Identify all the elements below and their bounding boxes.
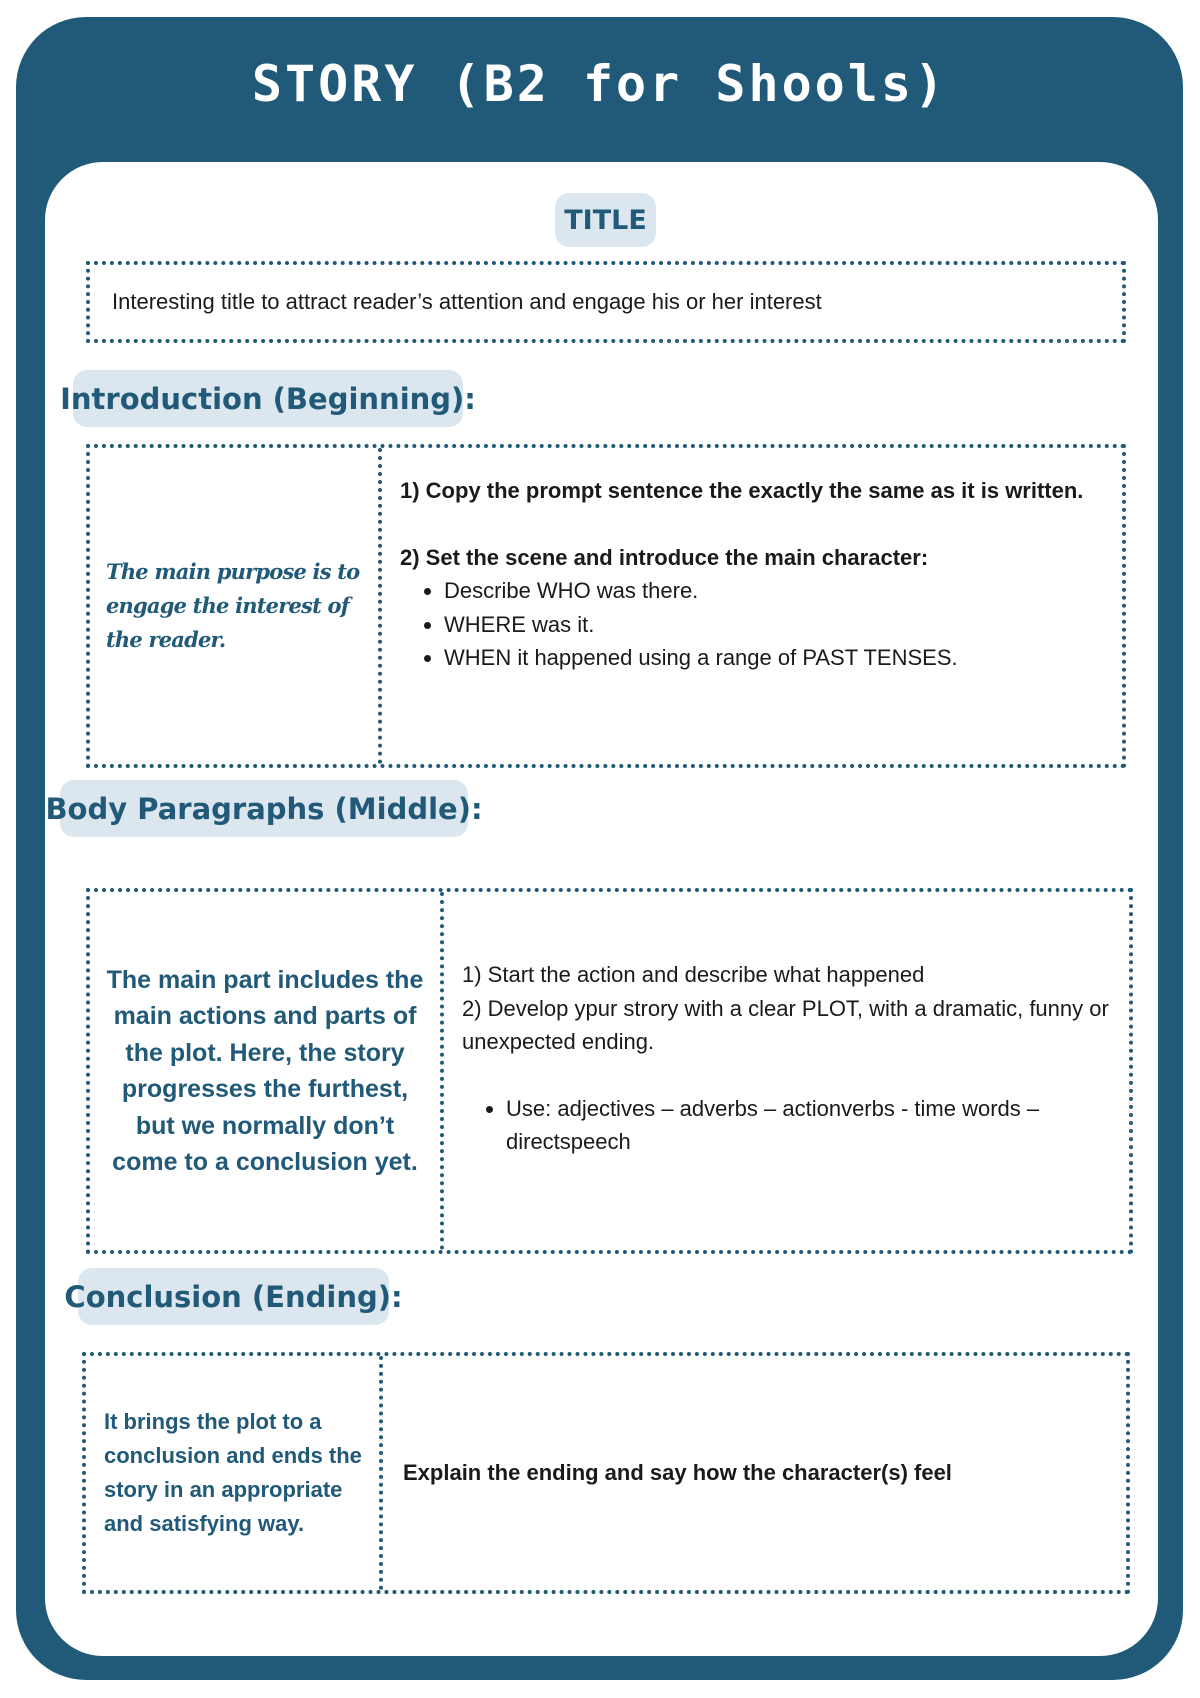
introduction-step-1: 1) Copy the prompt sentence the exactly the same as it is written.: [400, 478, 1084, 503]
title-box: [86, 261, 1126, 343]
conclusion-purpose: It brings the plot to a conclusion and ends the story in an appropriate and satisfying way.: [104, 1409, 362, 1536]
body-step-2: 2) Develop ypur strory with a clear PLOT, with a dramatic, funny or unexpected ending.: [462, 995, 1109, 1054]
body-purpose: The main part includes the main actions and parts of the plot. Here, the story progresses the furthest, but we normally don’t come to a conclusion yet.: [106, 965, 424, 1176]
introduction-step-2: 2) Set the scene and introduce the main character:: [400, 544, 929, 570]
conclusion-box: [82, 1352, 1130, 1594]
conclusion-instruction-cell: [383, 1356, 1126, 1590]
introduction-bullet: • WHEN it happened using a range of PAST TENSES.: [444, 641, 1102, 675]
introduction-purpose-cell: [90, 448, 380, 764]
page-title: STORY (B2 for Shools): [251, 55, 948, 113]
introduction-label: Introduction (Beginning):: [73, 370, 463, 427]
body-label: Body Paragraphs (Middle):: [60, 780, 468, 837]
body-step-1: 1) Start the action and describe what happened: [462, 962, 925, 987]
introduction-spacer: [400, 508, 1102, 541]
body-bullet: • Use: adjectives – adverbs – actionverbs - time words – directspeech: [506, 1092, 1109, 1159]
body-box: [86, 888, 1133, 1254]
introduction-bullet-list: [400, 574, 1102, 675]
title-label: TITLE: [555, 193, 656, 247]
introduction-steps-cell: [382, 448, 1122, 764]
introduction-box: [86, 444, 1126, 768]
conclusion-instruction: Explain the ending and say how the character(s) feel: [403, 1460, 952, 1485]
conclusion-purpose-cell: [86, 1356, 380, 1590]
body-spacer: [462, 1059, 1109, 1092]
conclusion-label: Conclusion (Ending):: [78, 1268, 389, 1325]
introduction-purpose: The main purpose is to engage the interest of the reader.: [106, 559, 360, 652]
body-steps-cell: [444, 892, 1129, 1250]
introduction-bullet: • WHERE was it.: [444, 608, 1102, 642]
introduction-bullet: • Describe WHO was there.: [444, 574, 1102, 608]
body-bullet-list: [462, 1092, 1109, 1159]
body-purpose-cell: [90, 892, 440, 1250]
title-description: Interesting title to attract reader’s attention and engage his or her interest: [112, 289, 822, 314]
